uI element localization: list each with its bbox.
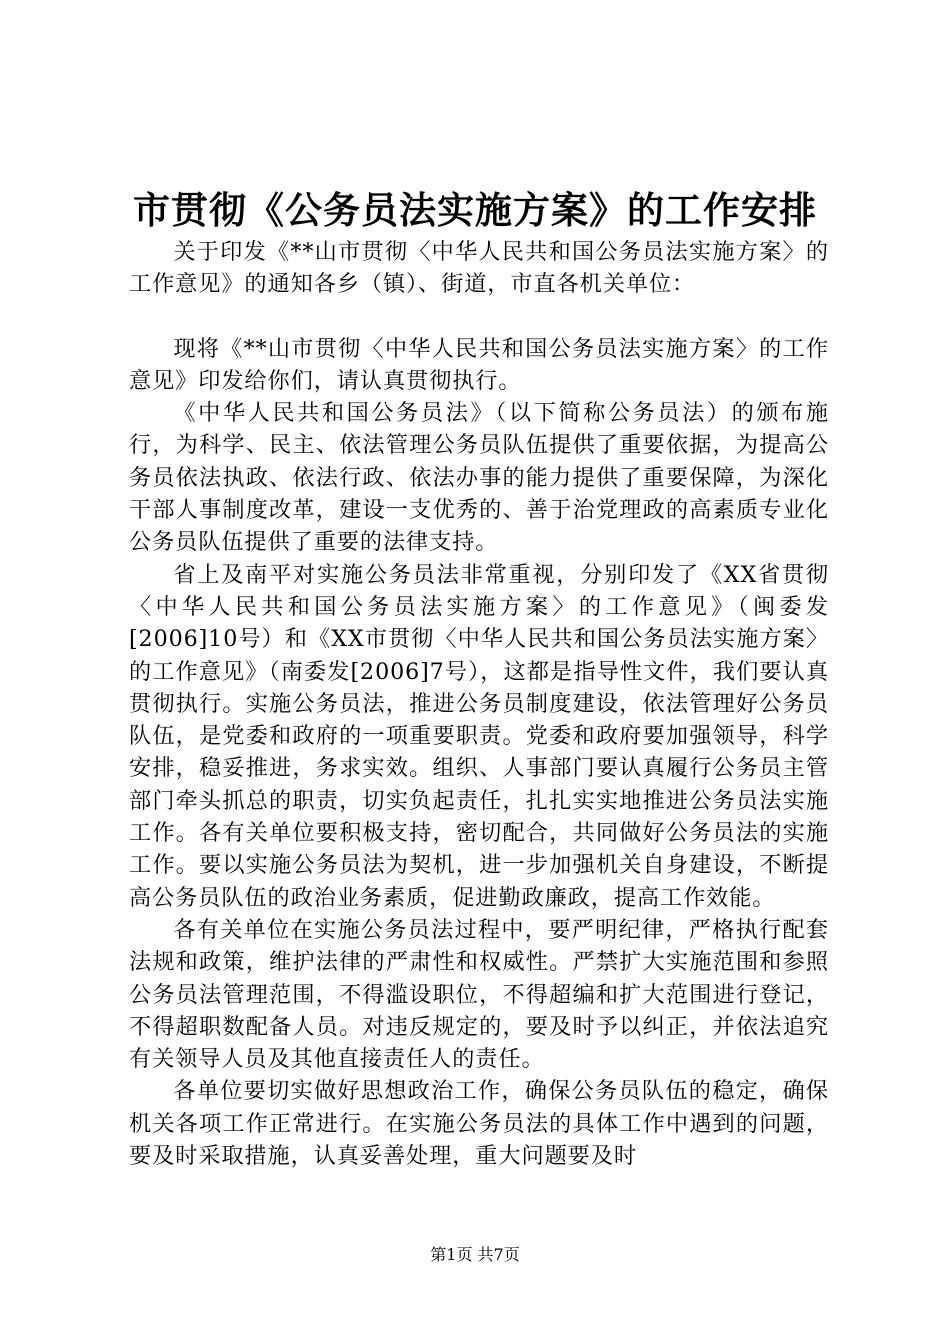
- paragraph-provincial-guidance: 省上及南平对实施公务员法非常重视，分别印发了《XX省贯彻〈中华人民共和国公务员法实施方案〉的工作意见》（闽委发[2006]10号）和《XX市贯彻〈中华人民共和国公务员法实施方案〉的工作意见》（南委发[2006]7号），这都是指导性文件，我们要认真贯彻执行。实施公务员法，推进公务员制度建设，依法管理好公务员队伍，是党委和政府的一项重要职责。党委和政府要加强领导，科学安排，稳妥推进，务求实效。组织、人事部门要认真履行公务员主管部门牵头抓总的职责，切实负起责任，扎扎实实地推进公务员法实施工作。各有关单位要积极支持，密切配合，共同做好公务员法的实施工作。要以实施公务员法为契机，进一步加强机关自身建设，不断提高公务员队伍的政治业务素质，促进勤政廉政，提高工作效能。: [129, 561, 829, 911]
- paragraph-issuance: 现将《**山市贯彻〈中华人民共和国公务员法实施方案〉的工作意见》印发给你们，请认真贯彻执行。: [129, 335, 829, 394]
- paragraph-notice-heading: 关于印发《**山市贯彻〈中华人民共和国公务员法实施方案〉的工作意见》的通知各乡（镇）、街道，市直各机关单位：: [129, 239, 829, 298]
- paragraph-political-work: 各单位要切实做好思想政治工作，确保公务员队伍的稳定，确保机关各项工作正常进行。在实施公务员法的具体工作中遇到的问题，要及时采取措施，认真妥善处理，重大问题要及时: [129, 1078, 829, 1170]
- paragraph-discipline: 各有关单位在实施公务员法过程中，要严明纪律，严格执行配套法规和政策，维护法律的严肃性和权威性。严禁扩大实施范围和参照公务员法管理范围，不得滥设职位，不得超编和扩大范围进行登记，不得超职数配备人员。对违反规定的，要及时予以纠正，并依法追究有关领导人员及其他直接责任人的责任。: [129, 916, 829, 1073]
- document-body: [129, 236, 829, 1172]
- page-number-footer: 第1页 共7页: [430, 1245, 520, 1264]
- paragraph-law-significance: 《中华人民共和国公务员法》（以下简称公务员法）的颁布施行，为科学、民主、依法管理公务员队伍提供了重要依据，为提高公务员依法执政、依法行政、依法办事的能力提供了重要保障，为深化干部人事制度改革，建设一支优秀的、善于治党理政的高素质专业化公务员队伍提供了重要的法律支持。: [129, 400, 829, 556]
- document-title: 市贯彻《公务员法实施方案》的工作安排: [133, 188, 817, 232]
